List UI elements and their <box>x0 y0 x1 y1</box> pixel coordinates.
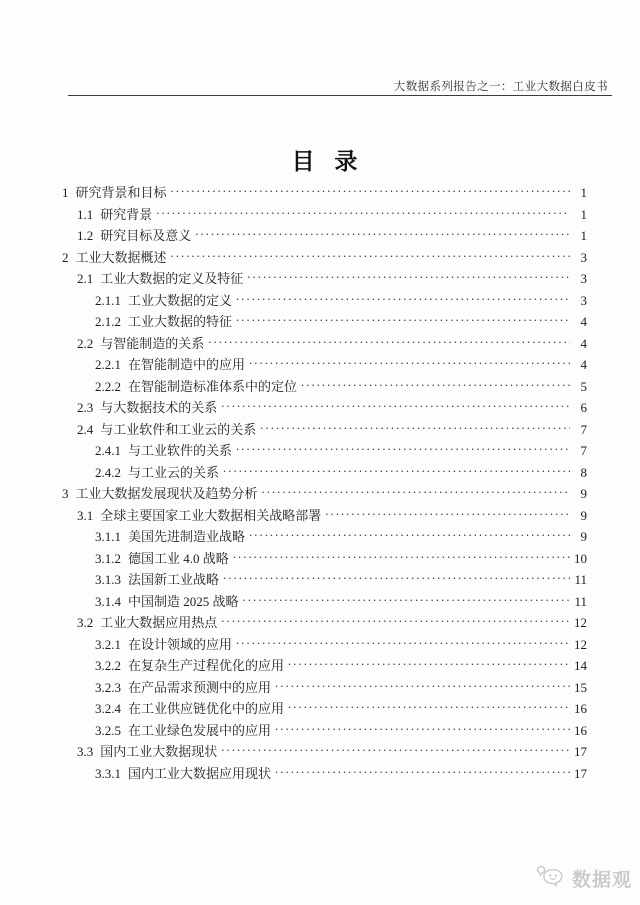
dot-leader <box>236 290 570 312</box>
dot-leader <box>156 204 570 226</box>
dot-leader <box>275 720 570 742</box>
toc-entry-page: 12 <box>574 615 587 630</box>
dot-leader <box>221 397 570 419</box>
toc-entry-number: 2.4.2 <box>95 464 121 480</box>
dot-leader <box>325 505 570 527</box>
header-rule <box>68 95 612 96</box>
toc-entry <box>62 462 587 484</box>
toc-entry <box>62 204 587 226</box>
toc-entry-title: 全球主要国家工业大数据相关战略部署 <box>100 507 322 523</box>
toc-entry-page: 7 <box>580 421 587 437</box>
toc-entry-title: 工业大数据的特征 <box>128 314 233 329</box>
toc-entry-number: 2.2 <box>77 335 94 351</box>
dot-leader <box>221 612 570 634</box>
toc-entry-number: 2.1.2 <box>95 314 121 329</box>
toc-entry-page: 4 <box>580 335 587 351</box>
toc-entry-title: 工业大数据应用热点 <box>100 615 218 630</box>
toc-entry-title: 在智能制造中的应用 <box>128 357 246 372</box>
toc-entry-number: 3.1.4 <box>95 593 121 609</box>
toc-entry-number: 3.2 <box>77 615 94 630</box>
toc-entry-page: 7 <box>580 443 587 458</box>
dot-leader <box>288 698 570 720</box>
toc-entry <box>62 225 587 247</box>
toc-entry <box>62 397 587 419</box>
toc-entry-page: 8 <box>580 464 587 480</box>
toc-entry-title: 国内工业大数据应用现状 <box>128 765 272 781</box>
toc-entry <box>62 483 587 505</box>
toc-entry <box>62 268 587 290</box>
watermark-label: 数据观 <box>571 869 632 891</box>
toc-entry-title: 工业大数据的定义及特征 <box>100 271 244 286</box>
toc-entry <box>62 677 587 699</box>
toc-entry <box>62 698 587 720</box>
toc-entry-title: 在设计领域的应用 <box>128 636 233 652</box>
toc-entry-page: 3 <box>580 271 587 286</box>
toc-entry-number: 3.3.1 <box>95 765 121 781</box>
toc-entry-page: 12 <box>574 636 587 652</box>
dot-leader <box>236 311 570 333</box>
dot-leader <box>243 591 570 613</box>
toc-entry-page: 1 <box>580 206 587 222</box>
toc-entry-title: 研究背景和目标 <box>75 185 167 200</box>
toc-entry-number: 1 <box>62 185 69 200</box>
toc-entry-page: 3 <box>580 249 587 265</box>
dot-leader <box>221 741 570 763</box>
toc-entry-number: 2.2.2 <box>95 378 121 394</box>
toc-entry <box>62 247 587 269</box>
toc-entry-page: 9 <box>580 507 587 523</box>
toc-entry-page: 4 <box>580 314 587 329</box>
toc-entry <box>62 720 587 742</box>
toc-entry-number: 3.1.3 <box>95 572 121 587</box>
dot-leader <box>236 634 570 656</box>
toc-entry-page: 17 <box>574 765 587 781</box>
dot-leader <box>223 569 570 591</box>
dot-leader <box>275 677 570 699</box>
toc-entry-number: 1.2 <box>77 228 94 243</box>
toc-entry-page: 16 <box>574 722 587 738</box>
datakuan-logo-icon <box>535 864 569 892</box>
toc-entry-title: 工业大数据概述 <box>75 249 167 265</box>
toc-entry-title: 与工业软件的关系 <box>128 443 233 458</box>
toc-entry-number: 2.1 <box>77 271 94 286</box>
toc-entry-title: 在智能制造标准体系中的定位 <box>128 378 298 394</box>
toc-entry <box>62 333 587 355</box>
toc-entry-title: 与智能制造的关系 <box>100 335 205 351</box>
dot-leader <box>301 376 570 398</box>
toc-entry-number: 2 <box>62 249 69 265</box>
toc-entry-title: 美国先进制造业战略 <box>128 529 246 544</box>
toc-entry-title: 与工业软件和工业云的关系 <box>100 421 257 437</box>
toc-entry-title: 在工业绿色发展中的应用 <box>128 722 272 738</box>
toc-entry-number: 2.4 <box>77 421 94 437</box>
toc-entry-page: 1 <box>580 185 587 200</box>
dot-leader <box>171 182 570 204</box>
toc-entry <box>62 376 587 398</box>
toc-entry-page: 11 <box>574 593 587 609</box>
page-title: 目 录 <box>291 149 359 174</box>
toc-entry <box>62 419 587 441</box>
dot-leader <box>171 247 570 269</box>
toc-entry-title: 工业大数据的定义 <box>128 292 233 308</box>
toc-entry-title: 在产品需求预测中的应用 <box>128 679 272 695</box>
toc-entry-number: 3.2.1 <box>95 636 121 652</box>
toc-entry-title: 工业大数据发展现状及趋势分析 <box>75 486 258 501</box>
toc-entry <box>62 763 587 785</box>
dot-leader <box>223 462 570 484</box>
toc-entry <box>62 311 587 333</box>
toc-entry-page: 4 <box>580 357 587 372</box>
toc-entry-number: 3.3 <box>77 744 94 759</box>
toc-entry-number: 2.2.1 <box>95 357 121 372</box>
toc-entry-number: 3.2.5 <box>95 722 121 738</box>
dot-leader <box>233 548 570 570</box>
toc-entry <box>62 569 587 591</box>
toc-entry-page: 10 <box>574 550 587 566</box>
toc-entry-title: 与工业云的关系 <box>128 464 220 480</box>
toc-entry <box>62 290 587 312</box>
dot-leader <box>262 483 570 505</box>
toc-list <box>62 182 587 784</box>
toc-entry <box>62 548 587 570</box>
toc-entry-page: 17 <box>574 744 587 759</box>
toc-entry-page: 6 <box>580 400 587 415</box>
toc-entry-number: 3.1 <box>77 507 94 523</box>
toc-entry-number: 2.1.1 <box>95 292 121 308</box>
toc-entry <box>62 182 587 204</box>
toc-entry-page: 9 <box>580 486 587 501</box>
toc-entry-title: 国内工业大数据现状 <box>100 744 218 759</box>
dot-leader <box>260 419 570 441</box>
toc-entry <box>62 505 587 527</box>
toc-entry-number: 3 <box>62 486 69 501</box>
dot-leader <box>249 526 570 548</box>
toc-entry <box>62 591 587 613</box>
toc-entry <box>62 634 587 656</box>
toc-entry-number: 3.2.3 <box>95 679 121 695</box>
toc-entry-title: 与大数据技术的关系 <box>100 400 218 415</box>
toc-entry-number: 3.2.2 <box>95 658 121 673</box>
toc-entry-page: 1 <box>580 228 587 243</box>
watermark <box>535 864 632 892</box>
toc-entry-page: 15 <box>574 679 587 695</box>
toc-entry-page: 3 <box>580 292 587 308</box>
toc-entry-title: 研究背景 <box>100 206 153 222</box>
toc-entry-page: 14 <box>574 658 587 673</box>
toc-entry-number: 3.1.2 <box>95 550 121 566</box>
toc-entry-page: 11 <box>574 572 587 587</box>
dot-leader <box>247 268 570 290</box>
toc-entry-page: 5 <box>580 378 587 394</box>
toc-entry-title: 中国制造 2025 战略 <box>128 593 239 609</box>
toc-entry-number: 2.3 <box>77 400 94 415</box>
toc-entry-number: 3.1.1 <box>95 529 121 544</box>
dot-leader <box>236 440 570 462</box>
dot-leader <box>249 354 570 376</box>
toc-entry-title: 在复杂生产过程优化的应用 <box>128 658 285 673</box>
toc-entry-page: 16 <box>574 701 587 716</box>
toc-entry-title: 法国新工业战略 <box>128 572 220 587</box>
dot-leader <box>208 333 570 355</box>
running-header: 大数据系列报告之一：工业大数据白皮书 <box>393 81 608 93</box>
toc-entry <box>62 440 587 462</box>
toc-entry <box>62 354 587 376</box>
toc-entry <box>62 526 587 548</box>
toc-entry-title: 德国工业 4.0 战略 <box>128 550 229 566</box>
toc-entry-number: 3.2.4 <box>95 701 121 716</box>
toc-entry <box>62 655 587 677</box>
dot-leader <box>275 763 570 785</box>
dot-leader <box>195 225 570 247</box>
toc-entry-title: 研究目标及意义 <box>100 228 192 243</box>
toc-entry-number: 1.1 <box>77 206 94 222</box>
toc-entry-page: 9 <box>580 529 587 544</box>
toc-entry-title: 在工业供应链优化中的应用 <box>128 701 285 716</box>
toc-entry-number: 2.4.1 <box>95 443 121 458</box>
toc-entry <box>62 741 587 763</box>
toc-entry <box>62 612 587 634</box>
dot-leader <box>288 655 570 677</box>
